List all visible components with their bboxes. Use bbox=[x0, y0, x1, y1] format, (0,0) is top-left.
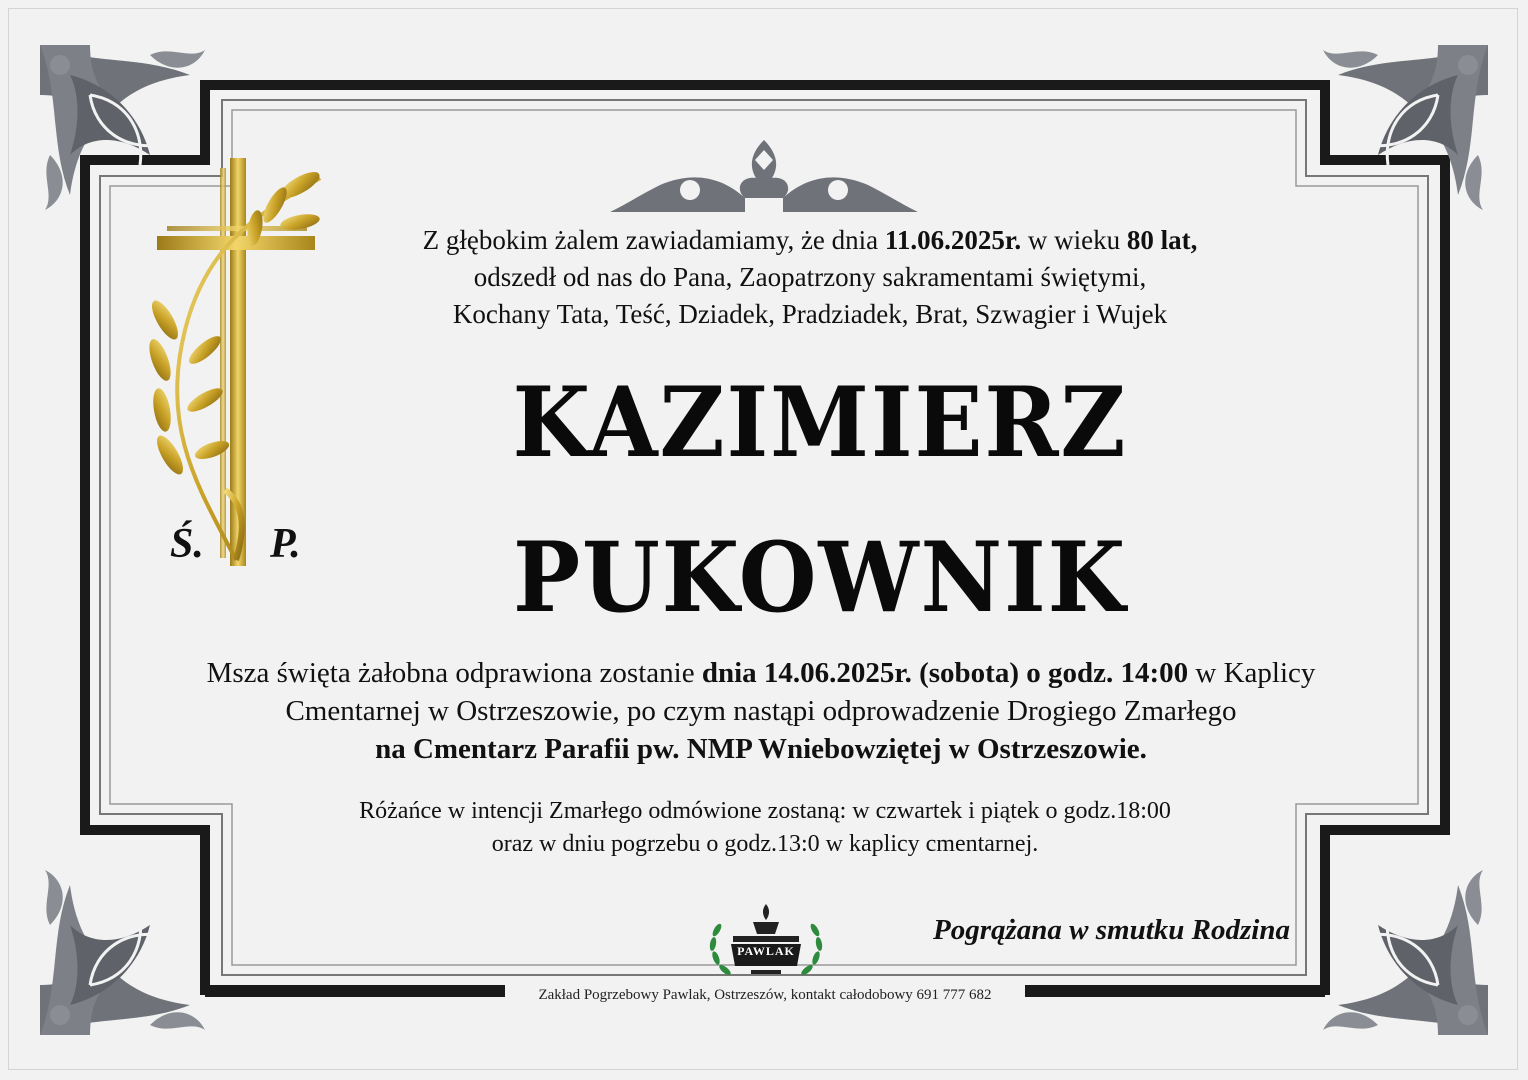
intro-line-2: odszedł od nas do Pana, Zaopatrzony sakramentami świętymi, bbox=[473, 262, 1147, 292]
intro-line1-a: Z głębokim żalem zawiadamiamy, że dnia bbox=[422, 225, 885, 255]
logo-text: PAWLAK bbox=[737, 944, 795, 958]
mass-text bbox=[130, 654, 1392, 768]
mass-line1-a: Msza święta żałobna odprawiona zostanie bbox=[206, 657, 702, 689]
family-signature: Pogrążana w smutku Rodzina bbox=[933, 914, 1290, 946]
corner-ornament-bottom-left bbox=[40, 870, 205, 1035]
mass-line-1 bbox=[130, 654, 1392, 692]
rosary-text bbox=[230, 795, 1300, 861]
sp-left-text: Ś. bbox=[170, 521, 204, 567]
mass-line1-b: w Kaplicy bbox=[1188, 657, 1316, 689]
corner-ornament-bottom-right bbox=[1323, 870, 1488, 1035]
intro-line-1 bbox=[260, 222, 1360, 259]
intro-line-3: Kochany Tata, Teść, Dziadek, Pradziadek, Brat, Szwagier i Wujek bbox=[452, 299, 1168, 329]
mass-line-2: Cmentarnej w Ostrzeszowie, po czym nastąpi odprowadzenie Drogiego Zmarłego bbox=[285, 695, 1237, 727]
intro-line1-b: w wieku bbox=[1021, 225, 1127, 255]
rosary-line-1: Różańce w intencji Zmarłego odmówione zostaną: w czwartek i piątek o godz.18:00 bbox=[359, 798, 1171, 824]
sp-right-text: P. bbox=[270, 521, 301, 567]
intro-text bbox=[260, 222, 1360, 333]
deceased-last-name: PUKOWNIK bbox=[512, 521, 1128, 634]
mass-date-time: dnia 14.06.2025r. (sobota) o godz. 14:00 bbox=[701, 657, 1189, 689]
deceased-first-name: KAZIMIERZ bbox=[512, 366, 1128, 479]
rosary-line-2: oraz w dniu pogrzebu o godz.13:0 w kaplicy cmentarnej. bbox=[491, 831, 1039, 857]
funeral-home-contact: Zakład Pogrzebowy Pawlak, Ostrzeszów, kontakt całodobowy 691 777 682 bbox=[505, 984, 1025, 1006]
top-center-ornament bbox=[610, 140, 918, 212]
logo-wreath-icon bbox=[703, 900, 829, 986]
death-date: 11.06.2025r. bbox=[884, 225, 1022, 255]
age: 80 lat, bbox=[1126, 225, 1198, 255]
mass-line-3: na Cmentarz Parafii pw. NMP Wniebowziętej w Ostrzeszowie. bbox=[375, 733, 1147, 765]
funeral-home-logo bbox=[703, 900, 829, 986]
